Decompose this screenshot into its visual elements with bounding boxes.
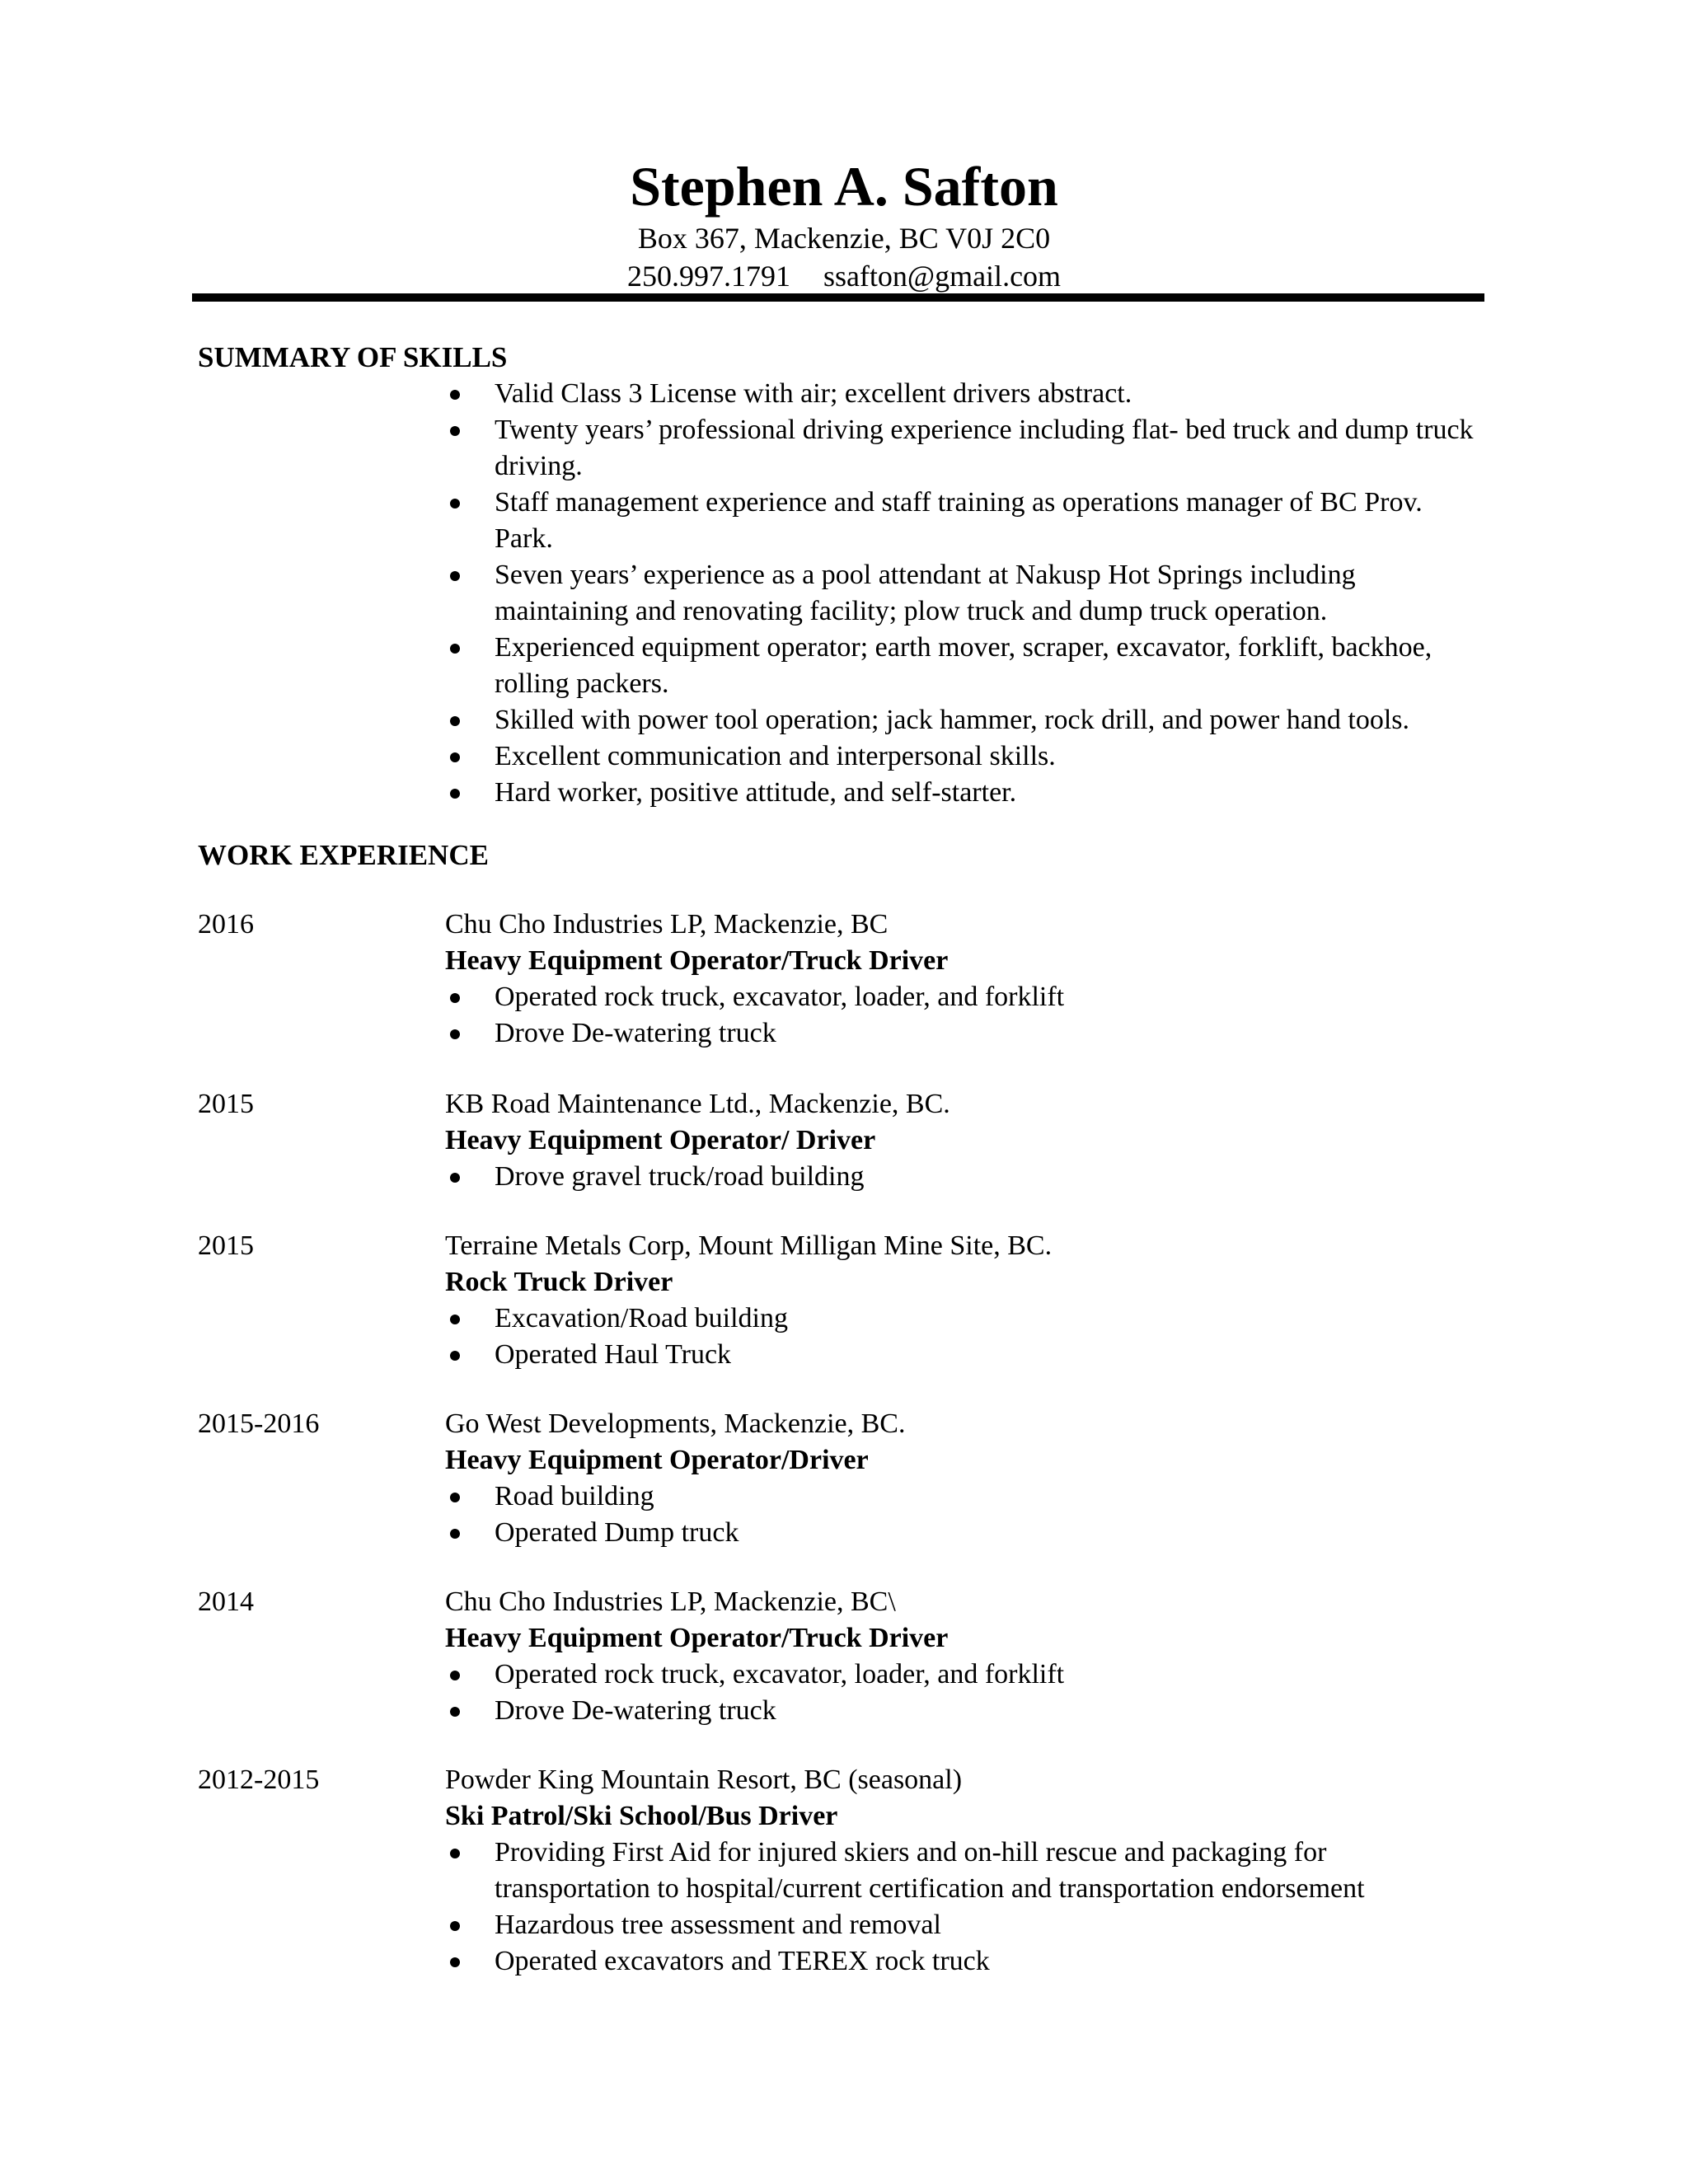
- job-role: Heavy Equipment Operator/Driver: [445, 1445, 869, 1475]
- bullet-icon: [450, 1351, 460, 1361]
- duty-item: Operated rock truck, excavator, loader, and forklift: [445, 1657, 1484, 1693]
- job-role: Heavy Equipment Operator/ Driver: [445, 1125, 876, 1155]
- job-duties: [445, 1159, 1484, 1195]
- duty-item: Operated rock truck, excavator, loader, and forklift: [445, 979, 1484, 1015]
- candidate-address: Box 367, Mackenzie, BC V0J 2C0: [637, 222, 1051, 255]
- job-duties: [445, 1657, 1484, 1729]
- job-body: [445, 1086, 1484, 1195]
- skill-item: Excellent communication and interpersonal skills.: [445, 738, 1484, 775]
- bullet-icon: [450, 1529, 460, 1539]
- bullet-icon: [450, 644, 460, 654]
- header-divider: [192, 293, 1484, 302]
- job-company: KB Road Maintenance Ltd., Mackenzie, BC.: [445, 1089, 950, 1119]
- duty-item: Providing First Aid for injured skiers and on-hill rescue and packaging for transportation to hospital/current certification and transportation endorsement: [445, 1835, 1484, 1907]
- job-body: [445, 1406, 1484, 1551]
- job-company: Chu Cho Industries LP, Mackenzie, BC\: [445, 1586, 896, 1617]
- skill-item: Valid Class 3 License with air; excellent drivers abstract.: [445, 376, 1484, 412]
- duty-item: Operated Dump truck: [445, 1515, 1484, 1551]
- duty-item: Drove De-watering truck: [445, 1693, 1484, 1729]
- bullet-icon: [450, 789, 460, 799]
- duty-item: Operated excavators and TEREX rock truck: [445, 1943, 1484, 1980]
- job-role: Heavy Equipment Operator/Truck Driver: [445, 1623, 949, 1653]
- job-year: 2014: [198, 1586, 254, 1617]
- duty-item: Road building: [445, 1479, 1484, 1515]
- candidate-name: Stephen A. Safton: [630, 155, 1058, 218]
- skill-item: Skilled with power tool operation; jack hammer, rock drill, and power hand tools.: [445, 702, 1484, 738]
- job-company: Powder King Mountain Resort, BC (seasonal): [445, 1765, 963, 1795]
- job-body: [445, 1762, 1484, 1980]
- job-duties: [445, 1835, 1484, 1980]
- bullet-icon: [450, 993, 460, 1003]
- job-year: 2015: [198, 1089, 254, 1119]
- duty-item: Drove gravel truck/road building: [445, 1159, 1484, 1195]
- bullet-icon: [450, 1707, 460, 1717]
- bullet-icon: [450, 1173, 460, 1183]
- bullet-icon: [450, 1957, 460, 1967]
- duty-item: Operated Haul Truck: [445, 1337, 1484, 1373]
- bullet-icon: [450, 1921, 460, 1931]
- bullet-icon: [450, 1493, 460, 1502]
- job-year: 2012-2015: [198, 1765, 320, 1795]
- bullet-icon: [450, 1849, 460, 1858]
- skill-item: Hard worker, positive attitude, and self-starter.: [445, 775, 1484, 811]
- bullet-icon: [450, 752, 460, 762]
- job-company: Chu Cho Industries LP, Mackenzie, BC: [445, 909, 889, 940]
- skill-item: Seven years’ experience as a pool attendant at Nakusp Hot Springs including maintaining and renovating facility; plow truck and dump truck operation.: [445, 557, 1484, 630]
- bullet-icon: [450, 390, 460, 400]
- job-duties: [445, 1301, 1484, 1373]
- skills-section-title: SUMMARY OF SKILLS: [198, 341, 508, 373]
- bullet-icon: [450, 1315, 460, 1324]
- work-section-title: WORK EXPERIENCE: [198, 839, 489, 871]
- candidate-phone: 250.997.1791: [626, 260, 790, 293]
- job-role: Heavy Equipment Operator/Truck Driver: [445, 945, 949, 976]
- job-year: 2015: [198, 1230, 254, 1261]
- skills-list: [445, 376, 1484, 811]
- job-year: 2015-2016: [198, 1408, 320, 1439]
- job-role: Rock Truck Driver: [445, 1267, 673, 1297]
- duty-item: Hazardous tree assessment and removal: [445, 1907, 1484, 1943]
- bullet-icon: [450, 571, 460, 581]
- skill-item: Staff management experience and staff training as operations manager of BC Prov. Park.: [445, 485, 1484, 557]
- bullet-icon: [450, 1671, 460, 1680]
- job-company: Terraine Metals Corp, Mount Milligan Mine Site, BC.: [445, 1230, 1053, 1261]
- skill-item: Experienced equipment operator; earth mover, scraper, excavator, forklift, backhoe, rolling packers.: [445, 630, 1484, 702]
- job-body: [445, 1228, 1484, 1373]
- duty-item: Excavation/Road building: [445, 1301, 1484, 1337]
- job-duties: [445, 979, 1484, 1052]
- skill-item: Twenty years’ professional driving experience including flat- bed truck and dump truck driving.: [445, 412, 1484, 485]
- bullet-icon: [450, 426, 460, 436]
- bullet-icon: [450, 716, 460, 726]
- contact-line: [0, 257, 1688, 295]
- job-body: [445, 907, 1484, 1052]
- job-body: [445, 1584, 1484, 1729]
- resume-header: [0, 153, 1688, 295]
- job-role: Ski Patrol/Ski School/Bus Driver: [445, 1801, 838, 1831]
- job-duties: [445, 1479, 1484, 1551]
- bullet-icon: [450, 499, 460, 509]
- candidate-email: ssafton@gmail.com: [823, 260, 1062, 293]
- job-year: 2016: [198, 909, 254, 940]
- job-company: Go West Developments, Mackenzie, BC.: [445, 1408, 906, 1439]
- duty-item: Drove De-watering truck: [445, 1015, 1484, 1052]
- bullet-icon: [450, 1029, 460, 1039]
